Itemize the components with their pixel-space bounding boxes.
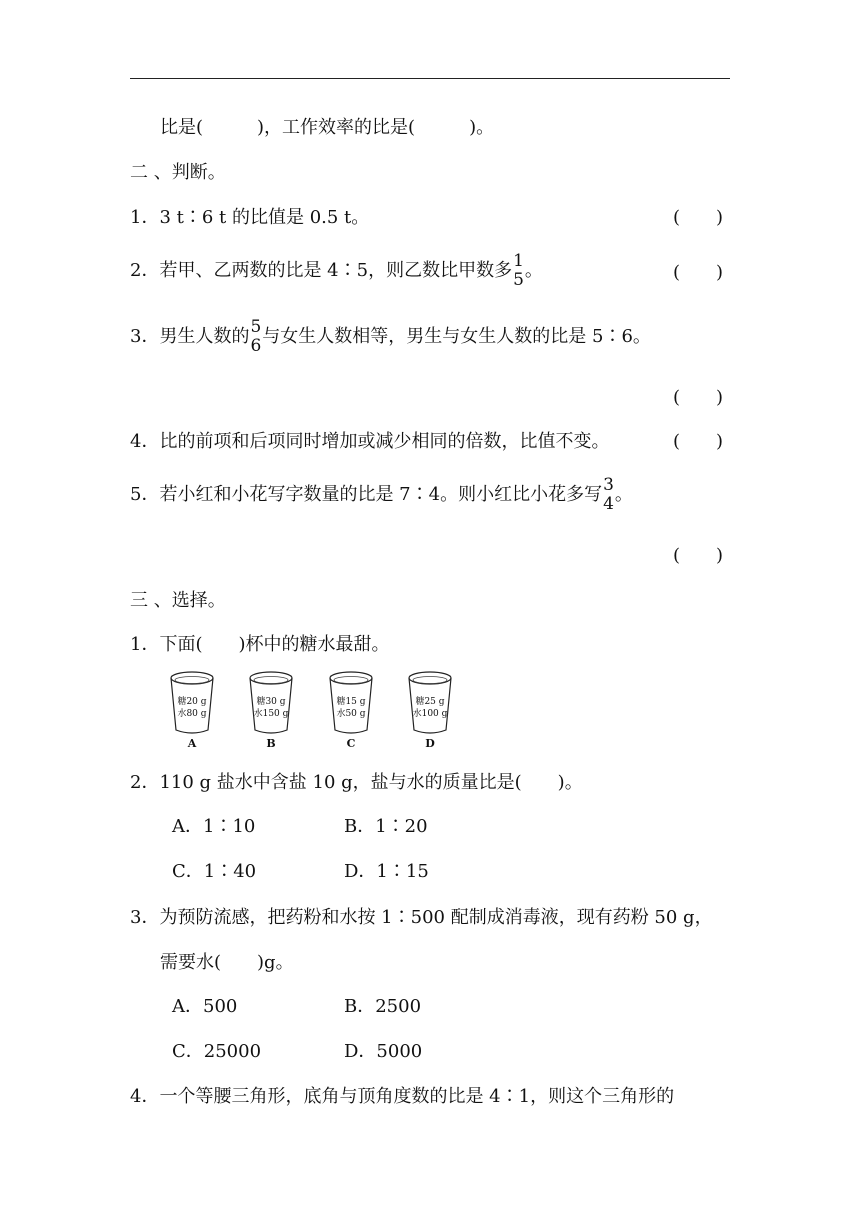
top-line: 比是( )，工作效率的比是( )。 xyxy=(160,117,495,138)
cup-a xyxy=(168,670,216,750)
sugar-amount: 糖30 g xyxy=(256,697,286,707)
judge-item-2 xyxy=(130,252,543,290)
answer-paren-3[interactable]: ( ) xyxy=(673,387,724,408)
cup-letter: A xyxy=(187,737,197,750)
fraction-numerator: 3 xyxy=(603,475,614,495)
sugar-amount: 糖15 g xyxy=(336,697,366,707)
answer-paren-4[interactable]: ( ) xyxy=(673,431,724,452)
item-number: 3． xyxy=(130,326,160,347)
option-a[interactable]: A．1∶10 xyxy=(172,816,256,837)
answer-paren-2[interactable]: ( ) xyxy=(673,262,724,283)
water-amount: 水100 g xyxy=(412,709,448,719)
item-text: 男生人数的 xyxy=(159,326,250,347)
fraction-numerator: 1 xyxy=(513,251,524,271)
sugar-amount: 糖25 g xyxy=(415,697,445,707)
choice-question-2: 2．110 g 盐水中含盐 10 g，盐与水的质量比是( )。 xyxy=(130,772,583,793)
item-number: 5． xyxy=(130,484,160,505)
cup-label xyxy=(333,696,369,720)
cup-b xyxy=(247,670,295,750)
judge-item-3 xyxy=(130,318,651,356)
option-c[interactable]: C．1∶40 xyxy=(172,861,257,882)
judge-item-1 xyxy=(130,207,369,229)
item-text: 若小红和小花写字数量的比是 7∶4。则小红比小花多写 xyxy=(159,484,603,505)
water-amount: 水80 g xyxy=(177,709,207,719)
judge-item-5 xyxy=(130,476,633,514)
answer-paren-5[interactable]: ( ) xyxy=(673,545,724,566)
water-amount: 水150 g xyxy=(253,709,289,719)
cup-c xyxy=(327,670,375,750)
section3-title: 三 、选择。 xyxy=(130,590,226,611)
answer-paren-1[interactable]: ( ) xyxy=(673,207,724,228)
option-b[interactable]: B．1∶20 xyxy=(344,816,428,837)
item-number: 2． xyxy=(130,260,160,281)
fraction-denominator: 5 xyxy=(513,270,524,290)
cup-label xyxy=(253,696,289,720)
fraction-denominator: 4 xyxy=(603,494,614,514)
choice-question-3-cont: 需要水( )g。 xyxy=(160,952,294,973)
water-amount: 水50 g xyxy=(336,709,366,719)
item-text: 若甲、乙两数的比是 4∶5，则乙数比甲数多 xyxy=(159,260,513,281)
cup-letter: B xyxy=(266,737,276,750)
choice-question-3: 3．为预防流感，把药粉和水按 1∶500 配制成消毒液，现有药粉 50 g， xyxy=(130,907,713,928)
option-d[interactable]: D．1∶15 xyxy=(344,861,429,882)
item-text-end: 与女生人数相等，男生与女生人数的比是 5∶6。 xyxy=(262,326,651,347)
judge-item-4 xyxy=(130,431,609,453)
fraction xyxy=(603,476,614,514)
fraction-denominator: 6 xyxy=(250,336,262,356)
cup-label xyxy=(412,696,448,720)
option-d[interactable]: D．5000 xyxy=(344,1041,423,1062)
fraction-numerator: 5 xyxy=(250,317,262,337)
cup-d xyxy=(406,670,454,750)
item-text: 3 t∶6 t 的比值是 0.5 t。 xyxy=(159,207,370,228)
item-number: 1． xyxy=(130,207,160,228)
item-text-end: 。 xyxy=(614,484,633,505)
fraction xyxy=(513,252,524,290)
option-c[interactable]: C．25000 xyxy=(172,1041,262,1062)
header-rule xyxy=(130,78,730,79)
cup-letter: C xyxy=(346,737,356,750)
section2-title: 二 、判断。 xyxy=(130,162,226,183)
option-b[interactable]: B．2500 xyxy=(344,996,422,1017)
sugar-amount: 糖20 g xyxy=(177,697,207,707)
cup-letter: D xyxy=(425,737,435,750)
item-text: 比的前项和后项同时增加或减少相同的倍数，比值不变。 xyxy=(159,431,610,452)
choice-question-4: 4．一个等腰三角形，底角与顶角度数的比是 4∶1，则这个三角形的 xyxy=(130,1086,675,1107)
cup-label xyxy=(174,696,210,720)
fraction xyxy=(250,318,261,356)
option-a[interactable]: A．500 xyxy=(172,996,238,1017)
item-text-end: 。 xyxy=(524,260,543,281)
choice-question-1: 1．下面( )杯中的糖水最甜。 xyxy=(130,634,390,655)
item-number: 4． xyxy=(130,431,160,452)
